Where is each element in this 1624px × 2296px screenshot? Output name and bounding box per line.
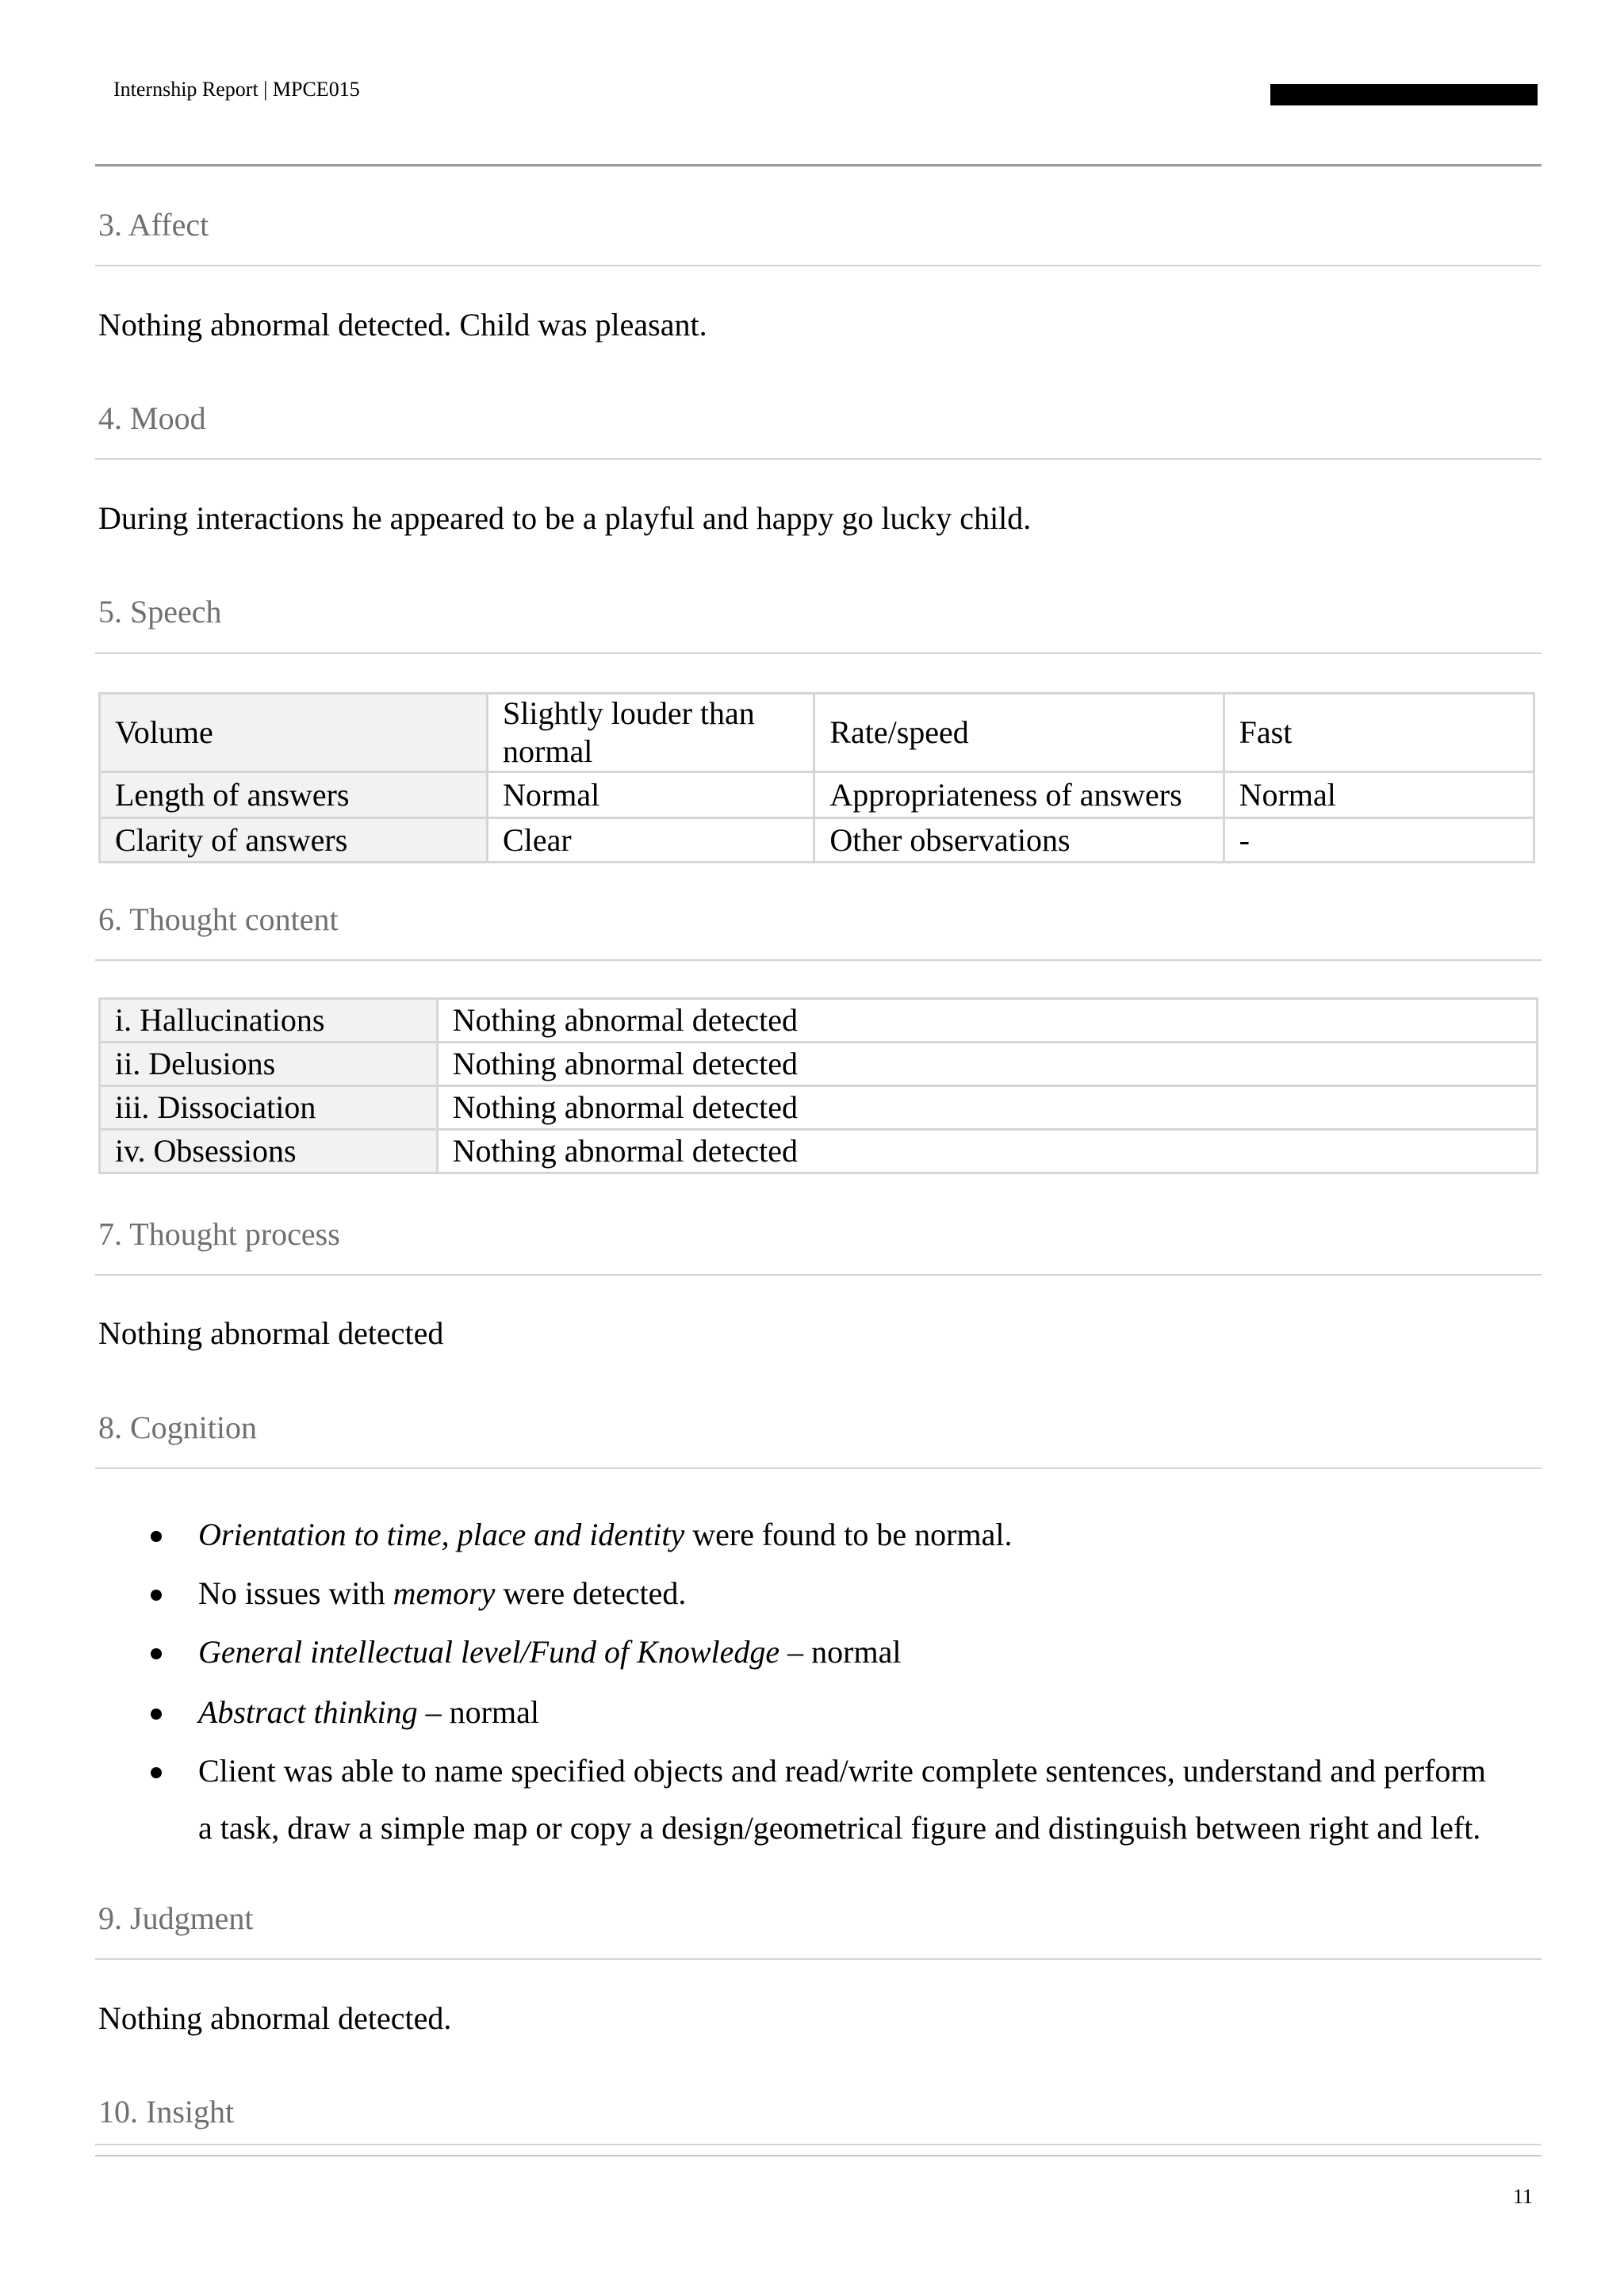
list-item: General intellectual level/Fund of Knowledge – normal <box>98 1624 1542 1684</box>
bullet-icon <box>151 1767 162 1778</box>
heading-mood: 4. Mood <box>98 400 206 436</box>
heading-affect: 3. Affect <box>98 207 209 243</box>
thought-label: ii. Delusions <box>100 1043 438 1086</box>
thought-label: iv. Obsessions <box>100 1130 438 1173</box>
list-item: Client was able to name specified objects and read/write complete sentences, understand and perform a task, draw a simple map or copy a design/geometrical figure and distinguish between right and left. <box>98 1743 1542 1857</box>
rule-judgment <box>95 1958 1542 1960</box>
table-row <box>100 1130 1538 1173</box>
speech-value: Clear <box>488 818 814 863</box>
speech-label: Clarity of answers <box>100 818 488 863</box>
heading-judgment: 9. Judgment <box>98 1900 254 1936</box>
cognition-list <box>98 1506 1542 1857</box>
table-row <box>100 694 1534 772</box>
speech-value: - <box>1224 818 1534 863</box>
page-number: 11 <box>1513 2185 1534 2208</box>
thought-content-table <box>98 997 1538 1174</box>
rule-affect <box>95 265 1542 266</box>
rule-thought-process <box>95 1274 1542 1276</box>
text-affect: Nothing abnormal detected. Child was pleasant. <box>98 307 707 342</box>
speech-value: Normal <box>1224 772 1534 818</box>
thought-value: Nothing abnormal detected <box>437 1043 1537 1086</box>
thought-value: Nothing abnormal detected <box>437 999 1537 1043</box>
bullet-icon <box>151 1531 162 1542</box>
heading-speech: 5. Speech <box>98 594 222 629</box>
heading-cognition: 8. Cognition <box>98 1410 258 1445</box>
text-thought-process: Nothing abnormal detected <box>98 1315 444 1351</box>
heading-insight: 10. Insight <box>98 2094 235 2130</box>
table-row <box>100 1043 1538 1086</box>
bullet-icon <box>151 1590 162 1601</box>
table-row <box>100 1086 1538 1130</box>
speech-label: Appropriateness of answers <box>814 772 1224 818</box>
text-mood: During interactions he appeared to be a playful and happy go lucky child. <box>98 500 1032 536</box>
speech-value: Normal <box>488 772 814 818</box>
thought-value: Nothing abnormal detected <box>437 1130 1537 1173</box>
heading-thought-content: 6. Thought content <box>98 901 339 937</box>
rule-cognition <box>95 1468 1542 1469</box>
rule-mood <box>95 458 1542 460</box>
footer-rule <box>95 2155 1542 2156</box>
speech-value: Slightly louder than normal <box>488 694 814 772</box>
table-row <box>100 999 1538 1043</box>
rule-speech <box>95 652 1542 654</box>
text-judgment: Nothing abnormal detected. <box>98 2000 452 2036</box>
speech-table <box>98 692 1535 863</box>
rule-insight <box>95 2144 1542 2145</box>
thought-label: iii. Dissociation <box>100 1086 438 1130</box>
heading-thought-process: 7. Thought process <box>98 1216 340 1252</box>
table-row <box>100 772 1534 818</box>
table-row <box>100 818 1534 863</box>
report-header-title: Internship Report | MPCE015 <box>113 78 360 101</box>
speech-label: Rate/speed <box>814 694 1224 772</box>
list-item: Orientation to time, place and identity were found to be normal. <box>98 1506 1542 1565</box>
header-rule <box>95 164 1542 166</box>
speech-label: Length of answers <box>100 772 488 818</box>
speech-label: Volume <box>100 694 488 772</box>
thought-label: i. Hallucinations <box>100 999 438 1043</box>
list-item: Abstract thinking – normal <box>98 1684 1542 1743</box>
list-item: No issues with memory were detected. <box>98 1565 1542 1624</box>
bullet-icon <box>151 1648 162 1659</box>
speech-value: Fast <box>1224 694 1534 772</box>
rule-thought-content <box>95 959 1542 961</box>
speech-label: Other observations <box>814 818 1224 863</box>
thought-value: Nothing abnormal detected <box>437 1086 1537 1130</box>
bullet-icon <box>151 1709 162 1720</box>
redaction-bar <box>1270 84 1538 105</box>
